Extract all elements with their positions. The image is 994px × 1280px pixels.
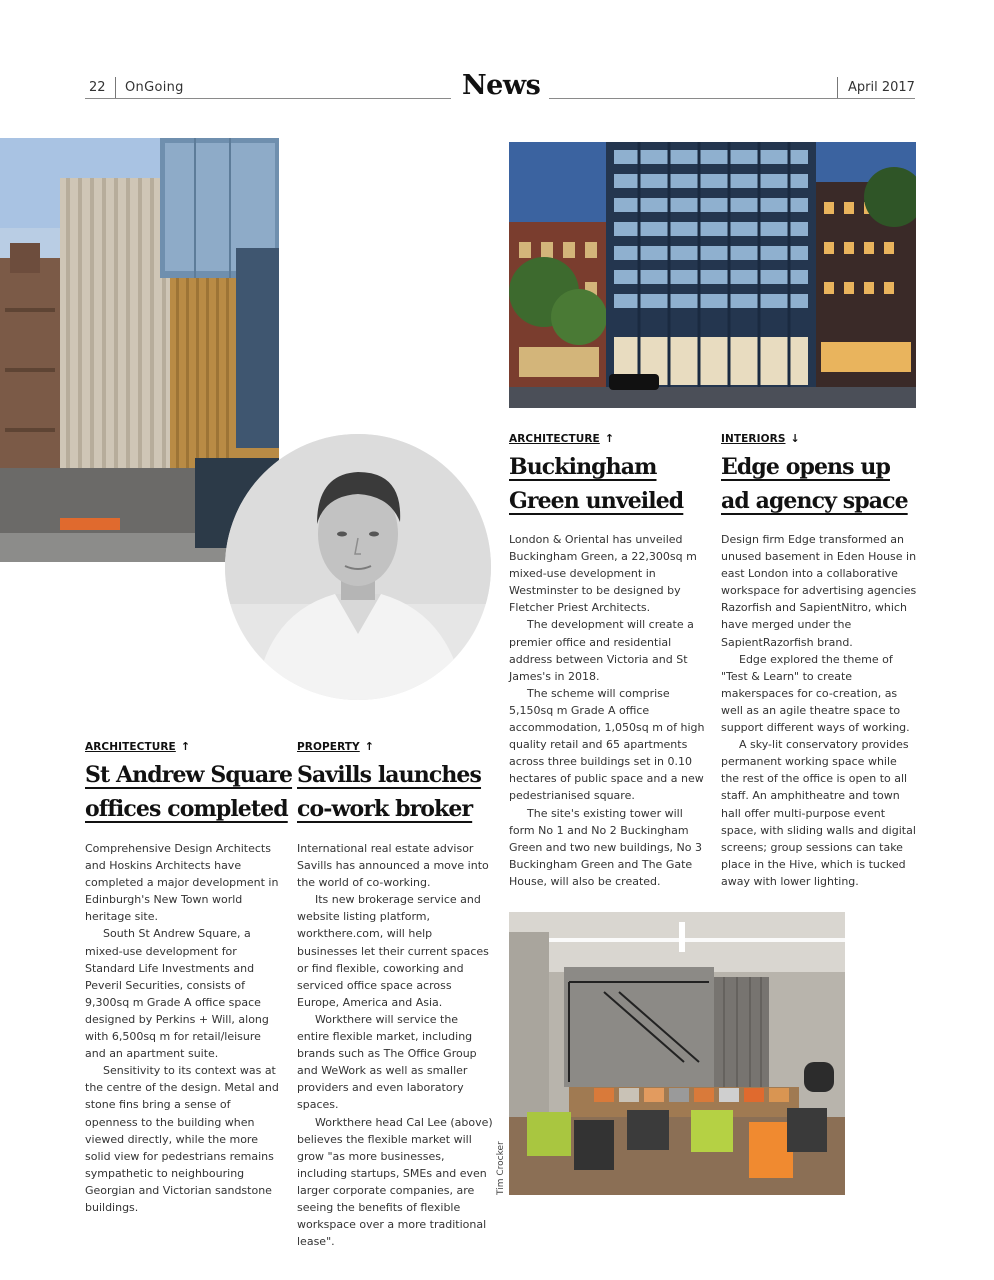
body-paragraph: International real estate advisor Savills has announced a move into the world of co-working.	[297, 842, 489, 890]
tag-label: ARCHITECTURE	[85, 741, 176, 753]
article-headline[interactable]	[85, 758, 292, 826]
headline-line: Edge opens up	[721, 454, 890, 480]
header-divider	[115, 77, 116, 98]
photo-credit: Tim Crocker	[496, 1141, 506, 1195]
header-rule-left	[85, 98, 451, 99]
header-rule-right	[549, 98, 915, 99]
body-paragraph: Workthere will service the entire flexible market, including brands such as The Office Group and WeWork as well as smaller providers and even laboratory spaces.	[297, 1012, 477, 1112]
header-divider	[837, 77, 838, 98]
arrow-down-icon: ↓	[790, 432, 800, 445]
st-andrew-building-photo	[0, 138, 279, 562]
article-headline[interactable]	[509, 450, 683, 518]
body-paragraph: Comprehensive Design Architects and Hoskins Architects have completed a major development in Edinburgh's New Town world heritage site.	[85, 842, 279, 924]
headline-line: St Andrew Square	[85, 762, 293, 788]
tag-label: INTERIORS	[721, 433, 786, 445]
cal-lee-portrait-photo	[225, 434, 491, 700]
page-title: News	[462, 70, 541, 101]
section-name: OnGoing	[125, 80, 184, 95]
body-paragraph: The scheme will comprise 5,150sq m Grade A office accommodation, 1,050sq m of high quality retail and 65 apartments across three buildings set in 0.10 hectares of public space and a new pedestrianised square.	[509, 686, 705, 803]
article-body	[721, 531, 917, 890]
body-paragraph: Edge explored the theme of "Test & Learn" to create makerspaces for co-creation, as well as an agile theatre space to support different ways of working.	[721, 652, 910, 735]
article-headline[interactable]	[721, 450, 908, 518]
headline-line: ad agency space	[721, 488, 908, 514]
tag-label: PROPERTY	[297, 741, 360, 753]
headline-line: co-work broker	[297, 796, 473, 822]
tag-label: ARCHITECTURE	[509, 433, 600, 445]
issue-date: April 2017	[848, 80, 915, 95]
headline-line: Green unveiled	[509, 488, 684, 514]
body-paragraph: Its new brokerage service and website listing platform, workthere.com, will help businesses let their current spaces or find flexible, coworking and serviced office space across Europe, America and Asia.	[297, 893, 489, 1009]
arrow-up-icon: ↑	[180, 740, 191, 753]
page-number: 22	[89, 80, 106, 95]
article-tag[interactable]	[85, 740, 190, 753]
body-paragraph: A sky-lit conservatory provides permanent working space while the rest of the office is open to all staff. An amphitheatre and town hall offer multi-purpose event space, with sliding walls and digital screens; group sessions can take place in the Hive, which is tucked away with lower lighting.	[721, 738, 916, 888]
article-body	[297, 840, 493, 1250]
body-paragraph: South St Andrew Square, a mixed-use development for Standard Life Investments and Peveril Securities, consists of 9,300sq m Grade A office space designed by Perkins + Will, along with 6,500sq m for retail/leisure and an apartment suite.	[85, 927, 269, 1061]
headline-line: Buckingham	[509, 454, 657, 480]
article-body	[85, 840, 279, 1216]
article-tag[interactable]	[509, 432, 614, 445]
body-paragraph: The site's existing tower will form No 1 and No 2 Buckingham Green and two new buildings, No 3 Buckingham Green and The Gate House, will also be created.	[509, 806, 703, 888]
body-paragraph: London & Oriental has unveiled Buckingham Green, a 22,300sq m mixed-use development in Westminster to be designed by Fletcher Priest Architects.	[509, 533, 697, 615]
arrow-up-icon: ↑	[604, 432, 615, 445]
article-headline[interactable]	[297, 758, 481, 826]
body-paragraph: Design firm Edge transformed an unused basement in Eden House in east London into a collaborative workspace for advertising agencies Razorfish and SapientNitro, which have merged under the SapientRazorfish brand.	[721, 533, 917, 649]
edge-interior-photo	[509, 912, 845, 1195]
body-paragraph: Sensitivity to its context was at the centre of the design. Metal and stone fins bring a sense of openness to the building when viewed directly, while the more solid view for pedestrians remains sympathetic to neighbouring Georgian and Victorian sandstone buildings.	[85, 1064, 279, 1214]
buckingham-green-render	[509, 142, 916, 408]
body-paragraph: The development will create a premier office and residential address between Victoria and St James's in 2018.	[509, 618, 694, 683]
article-tag[interactable]	[297, 740, 374, 753]
arrow-up-icon: ↑	[364, 740, 375, 753]
article-tag[interactable]	[721, 432, 800, 445]
article-body	[509, 531, 705, 890]
headline-line: offices completed	[85, 796, 288, 822]
body-paragraph: Workthere head Cal Lee (above) believes the flexible market will grow "as more businesses, including startups, SMEs and even larger corporate companies, are seeing the benefits of flexible workspace over a more traditional lease".	[297, 1115, 493, 1249]
headline-line: Savills launches	[297, 762, 482, 788]
